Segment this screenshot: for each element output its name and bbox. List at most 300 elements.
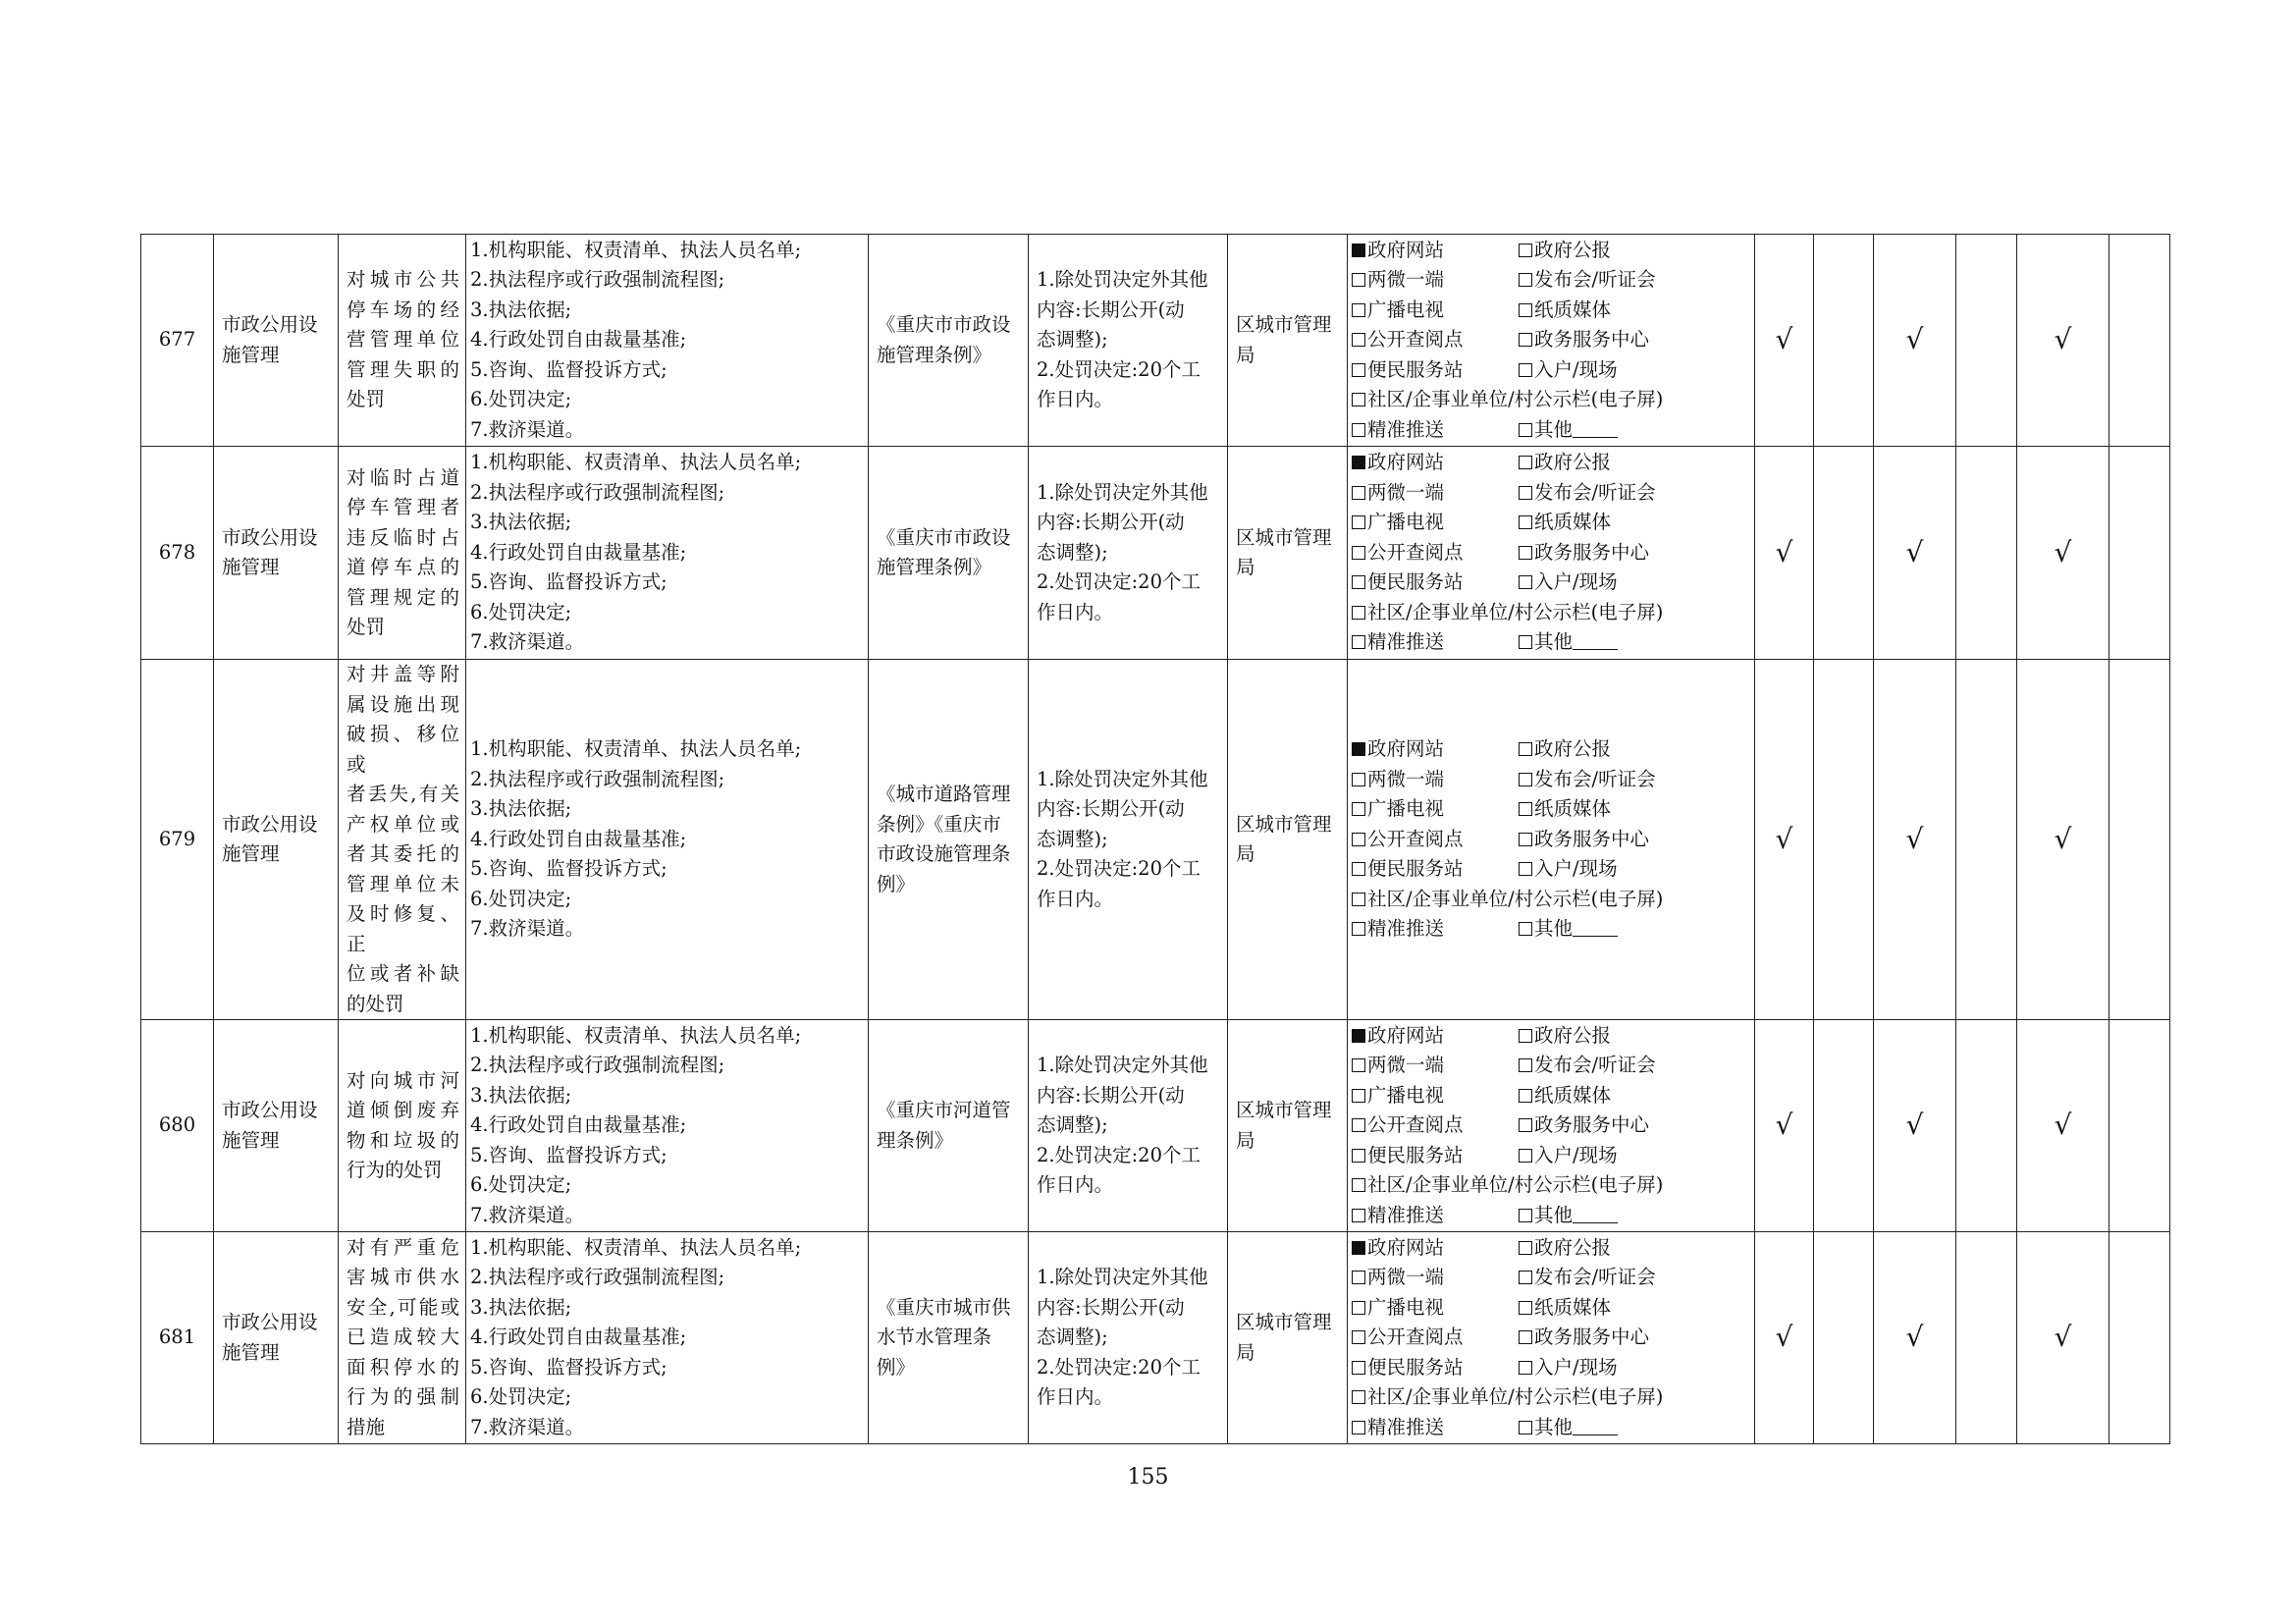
blank-underline xyxy=(1573,633,1618,650)
content-line: 2.执法程序或行政强制流程图; xyxy=(470,1266,725,1289)
channel-option xyxy=(1519,627,1618,658)
unchecked-box-icon xyxy=(1519,1209,1532,1222)
empty-check-cell xyxy=(1814,1232,1874,1444)
content-line: 5.咨询、监督投诉方式; xyxy=(470,1355,667,1379)
channel-row xyxy=(1352,296,1752,326)
channel-option xyxy=(1519,478,1656,509)
channel-label: 政务服务中心 xyxy=(1534,1326,1650,1349)
channel-option xyxy=(1352,1081,1519,1111)
empty-check-cell xyxy=(1956,1232,2017,1444)
unchecked-box-icon xyxy=(1352,575,1365,589)
channel-label: 发布会/听证会 xyxy=(1534,268,1656,292)
item-line: 对城市公共 xyxy=(347,268,459,292)
item-line: 处罚 xyxy=(347,616,386,638)
channel-option xyxy=(1519,508,1611,538)
channel-row xyxy=(1352,627,1752,658)
channel-option xyxy=(1519,1081,1611,1111)
row-number: 677 xyxy=(141,235,214,447)
blank-underline xyxy=(1573,1419,1618,1435)
unchecked-box-icon xyxy=(1352,893,1365,906)
channel-label: 政务服务中心 xyxy=(1534,540,1650,564)
category-line: 市政公用设 xyxy=(222,313,318,336)
unchecked-box-icon xyxy=(1519,1421,1532,1435)
channel-option xyxy=(1519,1201,1618,1231)
channel-label: 广播电视 xyxy=(1367,298,1445,321)
unchecked-box-icon xyxy=(1519,635,1532,649)
channel-label: 政府网站 xyxy=(1367,238,1445,261)
channel-label: 两微一端 xyxy=(1367,268,1445,292)
checked-box-icon xyxy=(1352,1029,1365,1043)
channel-option xyxy=(1352,914,1519,945)
channel-label: 发布会/听证会 xyxy=(1534,480,1656,504)
channel-row xyxy=(1352,1141,1752,1171)
dept-cell xyxy=(1228,660,1348,1020)
channel-label: 纸质媒体 xyxy=(1534,1295,1612,1319)
time-line: 内容:长期公开(动 xyxy=(1037,797,1185,821)
time-cell xyxy=(1029,1232,1228,1444)
item-line: 管理规定的 xyxy=(347,585,459,609)
blank-underline xyxy=(1573,920,1618,937)
item-line: 产权单位或 xyxy=(347,812,459,836)
content-line: 3.执法依据; xyxy=(470,1295,572,1319)
channel-option xyxy=(1519,734,1611,765)
channel-option xyxy=(1352,265,1519,296)
unchecked-box-icon xyxy=(1352,333,1365,347)
channel-label: 政府网站 xyxy=(1367,1235,1445,1259)
empty-check-cell xyxy=(1956,447,2017,660)
item-cell xyxy=(339,447,466,660)
checkmark-cell: √ xyxy=(2017,1020,2109,1232)
unchecked-box-icon xyxy=(1352,1361,1365,1375)
law-line: 施管理条例》 xyxy=(877,556,992,578)
dept-line: 区城市管理 xyxy=(1236,812,1332,836)
time-line: 作日内。 xyxy=(1037,600,1114,623)
time-line: 2.处罚决定:20个工 xyxy=(1037,570,1201,594)
unchecked-box-icon xyxy=(1352,1058,1365,1072)
channel-label: 精准推送 xyxy=(1367,417,1445,441)
channel-row xyxy=(1352,385,1752,415)
empty-check-cell xyxy=(2109,235,2170,447)
unchecked-box-icon xyxy=(1352,1149,1365,1163)
channel-label: 社区/企事业单位/村公示栏(电子屏) xyxy=(1367,1173,1664,1197)
unchecked-box-icon xyxy=(1352,802,1365,816)
law-line: 施管理条例》 xyxy=(877,343,992,366)
law-line: 《重庆市市政设 xyxy=(877,525,1011,549)
channel-option xyxy=(1352,825,1519,855)
time-line: 1.除处罚决定外其他 xyxy=(1037,268,1208,292)
channel-option xyxy=(1352,885,1663,915)
dept-line: 局 xyxy=(1236,1128,1255,1152)
channel-option xyxy=(1352,236,1519,266)
item-line: 位或者补缺 xyxy=(347,962,459,985)
channel-option xyxy=(1352,1170,1663,1201)
content-line: 7.救济渠道。 xyxy=(470,417,585,441)
channel-option xyxy=(1352,448,1519,478)
unchecked-box-icon xyxy=(1352,862,1365,876)
channel-option xyxy=(1352,478,1519,509)
unchecked-box-icon xyxy=(1519,1361,1532,1375)
channel-label: 发布会/听证会 xyxy=(1534,1266,1656,1289)
channel-label: 政府网站 xyxy=(1367,1023,1445,1047)
row-number: 680 xyxy=(141,1020,214,1232)
time-line: 内容:长期公开(动 xyxy=(1037,298,1185,321)
unchecked-box-icon xyxy=(1352,486,1365,500)
checkmark-cell: √ xyxy=(1874,447,1956,660)
law-line: 《城市道路管理 xyxy=(877,783,1011,805)
channel-option xyxy=(1352,734,1519,765)
channel-option xyxy=(1519,1413,1618,1443)
channel-row xyxy=(1352,1170,1752,1201)
channel-option xyxy=(1352,1263,1519,1293)
time-line: 作日内。 xyxy=(1037,1173,1114,1197)
channel-option xyxy=(1519,325,1649,355)
content-line: 7.救济渠道。 xyxy=(470,917,585,941)
unchecked-box-icon xyxy=(1352,1271,1365,1284)
table-row xyxy=(141,447,2170,660)
channel-label: 发布会/听证会 xyxy=(1534,767,1656,790)
channel-label: 纸质媒体 xyxy=(1534,511,1612,534)
checked-box-icon xyxy=(1352,742,1365,756)
channel-label: 便民服务站 xyxy=(1367,857,1464,881)
unchecked-box-icon xyxy=(1519,303,1532,317)
channel-option xyxy=(1352,385,1663,415)
time-cell xyxy=(1029,1020,1228,1232)
channel-option xyxy=(1519,355,1618,386)
channel-label: 政府公报 xyxy=(1534,1235,1612,1259)
channel-row xyxy=(1352,734,1752,765)
unchecked-box-icon xyxy=(1352,833,1365,846)
unchecked-box-icon xyxy=(1519,486,1532,500)
unchecked-box-icon xyxy=(1519,575,1532,589)
channel-option xyxy=(1352,568,1519,598)
channel-option xyxy=(1519,568,1618,598)
empty-check-cell xyxy=(2109,447,2170,660)
content-line: 2.执法程序或行政强制流程图; xyxy=(470,1054,725,1077)
checkmark-cell: √ xyxy=(1755,1020,1814,1232)
time-line: 内容:长期公开(动 xyxy=(1037,1083,1185,1107)
unchecked-box-icon xyxy=(1519,862,1532,876)
channel-option xyxy=(1519,825,1649,855)
channel-label: 便民服务站 xyxy=(1367,1355,1464,1379)
category-line: 施管理 xyxy=(222,1340,280,1364)
empty-check-cell xyxy=(1814,660,1874,1020)
time-line: 2.处罚决定:20个工 xyxy=(1037,1143,1201,1166)
channel-label: 公开查阅点 xyxy=(1367,540,1464,564)
unchecked-box-icon xyxy=(1352,1118,1365,1132)
checked-box-icon xyxy=(1352,1241,1365,1255)
channel-option xyxy=(1352,508,1519,538)
unchecked-box-icon xyxy=(1519,456,1532,469)
channel-label: 政府公报 xyxy=(1534,451,1612,474)
empty-check-cell xyxy=(1956,660,2017,1020)
content-line: 2.执法程序或行政强制流程图; xyxy=(470,767,725,790)
table-row xyxy=(141,660,2170,1020)
page-number: 155 xyxy=(1127,1465,1169,1489)
content-line: 3.执法依据; xyxy=(470,511,572,534)
content-line: 6.处罚决定; xyxy=(470,887,572,910)
channel-label: 精准推送 xyxy=(1367,1415,1445,1438)
item-line: 道倾倒废弃 xyxy=(347,1099,459,1121)
item-line: 管理单位未 xyxy=(347,872,459,895)
blank-underline xyxy=(1573,421,1618,438)
channel-label: 两微一端 xyxy=(1367,480,1445,504)
channel-option xyxy=(1352,1382,1663,1413)
time-line: 2.处罚决定:20个工 xyxy=(1037,1355,1201,1379)
channel-option xyxy=(1519,1263,1656,1293)
unchecked-box-icon xyxy=(1519,363,1532,377)
unchecked-box-icon xyxy=(1352,1301,1365,1315)
content-line: 5.咨询、监督投诉方式; xyxy=(470,357,667,381)
checkmark-cell: √ xyxy=(1874,660,1956,1020)
law-line: 《重庆市城市供 xyxy=(877,1295,1011,1319)
item-line: 违反临时占 xyxy=(347,525,459,549)
channel-label: 入户/现场 xyxy=(1534,857,1618,881)
channel-option xyxy=(1352,1051,1519,1081)
time-cell xyxy=(1029,660,1228,1020)
time-line: 态调整); xyxy=(1037,328,1108,352)
law-line: 《重庆市市政设 xyxy=(877,313,1011,336)
channel-row xyxy=(1352,1293,1752,1324)
channel-option xyxy=(1519,1293,1611,1324)
empty-check-cell xyxy=(1814,235,1874,447)
channel-label: 精准推送 xyxy=(1367,917,1445,941)
channel-row xyxy=(1352,1353,1752,1383)
empty-check-cell xyxy=(2109,1020,2170,1232)
checkmark-cell: √ xyxy=(2017,660,2109,1020)
content-line: 5.咨询、监督投诉方式; xyxy=(470,570,667,594)
channel-option xyxy=(1352,1323,1519,1353)
content-line: 6.处罚决定; xyxy=(470,388,572,411)
item-line: 对有严重危 xyxy=(347,1235,459,1259)
dept-line: 局 xyxy=(1236,842,1255,865)
channel-row xyxy=(1352,885,1752,915)
item-line: 处罚 xyxy=(347,388,386,411)
channel-label: 公开查阅点 xyxy=(1367,827,1464,850)
content-line: 5.咨询、监督投诉方式; xyxy=(470,857,667,881)
content-line: 3.执法依据; xyxy=(470,1083,572,1107)
channel-label: 政府网站 xyxy=(1367,451,1445,474)
unchecked-box-icon xyxy=(1519,273,1532,287)
time-line: 作日内。 xyxy=(1037,887,1114,910)
category-cell xyxy=(214,660,339,1020)
item-cell xyxy=(339,1020,466,1232)
time-line: 2.处罚决定:20个工 xyxy=(1037,857,1201,881)
channel-row xyxy=(1352,598,1752,628)
empty-check-cell xyxy=(1814,1020,1874,1232)
channel-row xyxy=(1352,1021,1752,1052)
checkmark-cell: √ xyxy=(1755,235,1814,447)
content-line: 7.救济渠道。 xyxy=(470,1203,585,1226)
checkmark-cell: √ xyxy=(1874,1020,1956,1232)
content-line: 6.处罚决定; xyxy=(470,1385,572,1409)
content-line: 4.行政处罚自由裁量基准; xyxy=(470,1113,687,1137)
item-line: 对向城市河 xyxy=(347,1068,459,1092)
channels-cell xyxy=(1348,447,1755,660)
channel-label: 便民服务站 xyxy=(1367,357,1464,381)
item-cell xyxy=(339,660,466,1020)
channel-option xyxy=(1519,765,1656,795)
channel-row xyxy=(1352,1110,1752,1141)
channel-option xyxy=(1352,1413,1519,1443)
category-line: 市政公用设 xyxy=(222,812,318,836)
content-line: 1.机构职能、权责清单、执法人员名单; xyxy=(470,238,802,261)
channel-row xyxy=(1352,538,1752,568)
law-line: 水节水管理条 xyxy=(877,1326,992,1349)
dept-cell xyxy=(1228,1232,1348,1444)
table-row xyxy=(141,235,2170,447)
channel-option xyxy=(1352,854,1519,885)
channel-row xyxy=(1352,1051,1752,1081)
channel-option xyxy=(1352,415,1519,446)
channel-row xyxy=(1352,765,1752,795)
dept-line: 区城市管理 xyxy=(1236,313,1332,336)
unchecked-box-icon xyxy=(1519,244,1532,257)
table-body xyxy=(141,235,2170,1444)
time-cell xyxy=(1029,447,1228,660)
item-line: 已造成较大 xyxy=(347,1326,459,1349)
checkmark-cell: √ xyxy=(1874,235,1956,447)
unchecked-box-icon xyxy=(1519,742,1532,756)
category-line: 施管理 xyxy=(222,842,280,865)
channel-row xyxy=(1352,478,1752,509)
time-line: 态调整); xyxy=(1037,1113,1108,1137)
law-cell xyxy=(869,1232,1029,1444)
channel-label: 政府公报 xyxy=(1534,737,1612,761)
content-line: 2.执法程序或行政强制流程图; xyxy=(470,480,725,504)
channel-option xyxy=(1519,296,1611,326)
content-line: 7.救济渠道。 xyxy=(470,630,585,654)
unchecked-box-icon xyxy=(1519,1241,1532,1255)
empty-check-cell xyxy=(2109,1232,2170,1444)
channel-option xyxy=(1519,914,1618,945)
category-line: 市政公用设 xyxy=(222,1311,318,1333)
unchecked-box-icon xyxy=(1352,423,1365,437)
channel-label: 广播电视 xyxy=(1367,511,1445,534)
content-cell xyxy=(466,1020,869,1232)
category-line: 市政公用设 xyxy=(222,1099,318,1121)
channel-row xyxy=(1352,415,1752,446)
channel-option xyxy=(1352,1141,1519,1171)
channel-row xyxy=(1352,568,1752,598)
unchecked-box-icon xyxy=(1519,1330,1532,1344)
channel-option xyxy=(1519,265,1656,296)
item-line: 道停车点的 xyxy=(347,556,459,578)
content-line: 4.行政处罚自由裁量基准; xyxy=(470,328,687,352)
unchecked-box-icon xyxy=(1352,635,1365,649)
channel-option xyxy=(1519,1323,1649,1353)
law-cell xyxy=(869,235,1029,447)
unchecked-box-icon xyxy=(1352,273,1365,287)
channel-label: 两微一端 xyxy=(1367,767,1445,790)
unchecked-box-icon xyxy=(1352,1089,1365,1103)
unchecked-box-icon xyxy=(1519,546,1532,560)
checkmark-cell: √ xyxy=(1755,447,1814,660)
channel-option xyxy=(1352,355,1519,386)
channel-label: 两微一端 xyxy=(1367,1266,1445,1289)
checked-box-icon xyxy=(1352,244,1365,257)
item-line: 属设施出现 xyxy=(347,692,459,716)
content-cell xyxy=(466,235,869,447)
item-line: 营管理单位 xyxy=(347,328,459,352)
law-cell xyxy=(869,447,1029,660)
content-line: 1.机构职能、权责清单、执法人员名单; xyxy=(470,451,802,474)
checked-box-icon xyxy=(1352,456,1365,469)
content-line: 5.咨询、监督投诉方式; xyxy=(470,1143,667,1166)
time-line: 作日内。 xyxy=(1037,388,1114,411)
channel-option xyxy=(1519,236,1611,266)
unchecked-box-icon xyxy=(1352,1330,1365,1344)
time-line: 1.除处罚决定外其他 xyxy=(1037,767,1208,790)
channel-label: 精准推送 xyxy=(1367,630,1445,654)
content-line: 7.救济渠道。 xyxy=(470,1415,585,1438)
checkmark-cell: √ xyxy=(1755,1232,1814,1444)
item-cell xyxy=(339,235,466,447)
channel-row xyxy=(1352,236,1752,266)
empty-check-cell xyxy=(1956,1020,2017,1232)
channels-cell xyxy=(1348,1232,1755,1444)
item-line: 行为的强制 xyxy=(347,1385,459,1409)
channel-option xyxy=(1352,627,1519,658)
channel-row xyxy=(1352,448,1752,478)
channel-label: 广播电视 xyxy=(1367,797,1445,821)
content-line: 6.处罚决定; xyxy=(470,600,572,623)
channel-label: 纸质媒体 xyxy=(1534,298,1612,321)
channel-row xyxy=(1352,1233,1752,1264)
channel-option xyxy=(1352,794,1519,825)
item-line: 面积停水的 xyxy=(347,1355,459,1379)
channel-option xyxy=(1519,1110,1649,1141)
channel-row xyxy=(1352,1201,1752,1231)
category-line: 施管理 xyxy=(222,1128,280,1152)
channel-label: 便民服务站 xyxy=(1367,570,1464,594)
channel-label: 两微一端 xyxy=(1367,1054,1445,1077)
time-cell xyxy=(1029,235,1228,447)
channel-option xyxy=(1519,538,1649,568)
channel-option xyxy=(1352,765,1519,795)
unchecked-box-icon xyxy=(1352,303,1365,317)
row-number: 681 xyxy=(141,1232,214,1444)
law-line: 例》 xyxy=(877,1355,916,1379)
time-line: 态调整); xyxy=(1037,827,1108,850)
item-line: 安全,可能或 xyxy=(347,1295,459,1319)
channel-row xyxy=(1352,508,1752,538)
unchecked-box-icon xyxy=(1519,922,1532,936)
item-line: 的处罚 xyxy=(347,992,404,1015)
channel-label: 便民服务站 xyxy=(1367,1143,1464,1166)
law-line: 例》 xyxy=(877,872,916,895)
channel-label: 其他 xyxy=(1534,1415,1574,1438)
item-cell xyxy=(339,1232,466,1444)
item-line: 管理失职的 xyxy=(347,357,459,381)
channel-label: 公开查阅点 xyxy=(1367,1113,1464,1137)
item-line: 及时修复、正 xyxy=(347,902,459,955)
unchecked-box-icon xyxy=(1519,1149,1532,1163)
empty-check-cell xyxy=(1814,447,1874,660)
channel-label: 入户/现场 xyxy=(1534,570,1618,594)
blank-underline xyxy=(1573,1207,1618,1223)
dept-line: 区城市管理 xyxy=(1236,1099,1332,1121)
channel-label: 广播电视 xyxy=(1367,1083,1445,1107)
content-line: 2.执法程序或行政强制流程图; xyxy=(470,268,725,292)
channel-option xyxy=(1352,296,1519,326)
unchecked-box-icon xyxy=(1519,515,1532,529)
unchecked-box-icon xyxy=(1352,1421,1365,1435)
channel-option xyxy=(1519,415,1618,446)
item-line: 对临时占道 xyxy=(347,465,459,489)
unchecked-box-icon xyxy=(1352,1390,1365,1404)
channel-label: 社区/企事业单位/村公示栏(电子屏) xyxy=(1367,1385,1664,1409)
unchecked-box-icon xyxy=(1519,773,1532,786)
